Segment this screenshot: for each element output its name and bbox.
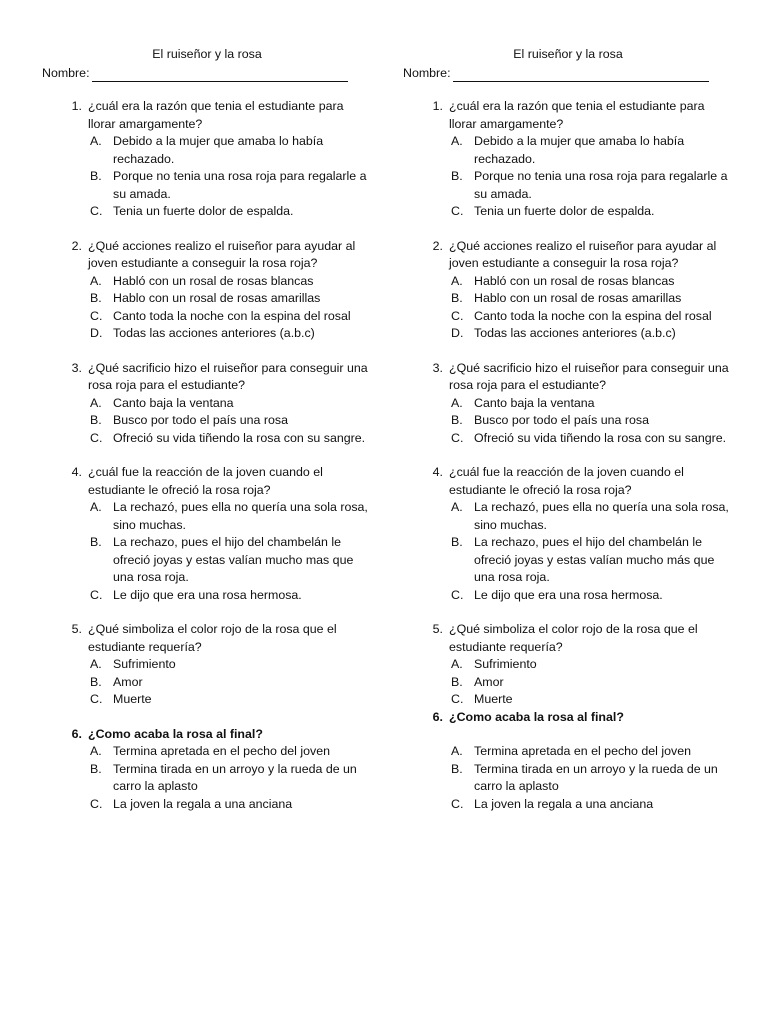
question-text: ¿cuál fue la reacción de la joven cuando el estudiante le ofreció la rosa roja? (449, 465, 684, 497)
option-text: Sufrimiento (474, 657, 537, 671)
option-text: Tenia un fuerte dolor de espalda. (113, 204, 294, 218)
option-c (88, 587, 372, 605)
option-text: Habló con un rosal de rosas blancas (113, 273, 314, 288)
option-c (449, 691, 733, 709)
worksheet-title: El ruiseñor y la rosa (513, 47, 623, 61)
option-d (88, 325, 372, 343)
option-text: Ofreció su vida tiñendo la rosa con su sangre. (113, 430, 366, 445)
question-number: 6. (432, 709, 443, 724)
worksheet-right (403, 46, 733, 830)
question-number: 1. (71, 99, 82, 113)
option-a (88, 656, 372, 674)
option-text: La rechazó, pues ella no quería una sola rosa, sino muchas. (113, 500, 368, 532)
options-list (449, 656, 733, 709)
option-letter: B. (451, 535, 463, 549)
option-text: Muerte (113, 692, 152, 706)
options-list (449, 133, 733, 221)
option-letter: C. (451, 308, 464, 323)
question-number: 4. (71, 465, 82, 479)
question-number: 2. (71, 238, 82, 253)
question-number: 6. (71, 726, 82, 741)
option-letter: B. (90, 169, 102, 183)
option-text: Todas las acciones anteriores (a.b.c) (474, 326, 676, 340)
option-b (449, 412, 733, 430)
option-letter: B. (451, 761, 463, 776)
question-text: ¿cuál era la razón que tenia el estudiante para llorar amargamente? (88, 99, 344, 131)
option-letter: C. (90, 692, 103, 706)
question-6 (42, 726, 372, 814)
option-c (88, 203, 372, 221)
option-letter: B. (451, 413, 463, 427)
option-letter: C. (451, 692, 464, 706)
option-letter: B. (451, 169, 463, 183)
option-letter: A. (451, 500, 463, 514)
question-number: 5. (432, 622, 443, 636)
option-letter: C. (90, 204, 103, 218)
worksheet-title: El ruiseñor y la rosa (152, 47, 262, 61)
option-c (88, 691, 372, 709)
options-list (88, 499, 372, 604)
option-letter: B. (451, 674, 463, 689)
option-text: Porque no tenia una rosa roja para regalarle a su amada. (113, 169, 367, 201)
option-letter: A. (451, 744, 463, 758)
option-a (449, 743, 733, 761)
option-a (88, 395, 372, 413)
option-text: Debido a la mujer que amaba lo había rechazado. (474, 134, 685, 166)
option-a (449, 499, 733, 534)
option-text: Canto toda la noche con la espina del rosal (113, 308, 351, 323)
option-text: La rechazo, pues el hijo del chambelán le ofreció joyas y estas valían mucho mas que una rosa roja. (113, 535, 354, 584)
option-letter: B. (90, 761, 102, 776)
option-a (88, 133, 372, 168)
options-list (88, 273, 372, 343)
options-list (449, 273, 733, 343)
option-c (88, 308, 372, 326)
option-letter: C. (90, 796, 103, 811)
option-text: Amor (113, 674, 143, 689)
question-6 (403, 709, 733, 814)
option-letter: A. (451, 395, 463, 410)
option-b (449, 168, 733, 203)
option-c (88, 430, 372, 448)
name-row (42, 64, 372, 82)
option-b (449, 761, 733, 796)
option-text: Porque no tenia una rosa roja para regalarle a su amada. (474, 169, 728, 201)
worksheet-left (42, 46, 372, 830)
question-number: 3. (71, 360, 82, 375)
option-letter: C. (451, 587, 464, 602)
question-text: ¿Como acaba la rosa al final? (449, 709, 624, 724)
option-letter: A. (451, 657, 463, 671)
name-row (403, 64, 733, 82)
option-text: Todas las acciones anteriores (a.b.c) (113, 326, 315, 340)
question-number: 4. (432, 465, 443, 479)
option-letter: A. (90, 657, 102, 671)
question-text: ¿cuál fue la reacción de la joven cuando el estudiante le ofreció la rosa roja? (88, 465, 323, 497)
question-4 (42, 464, 372, 604)
question-number: 2. (432, 238, 443, 253)
option-text: Termina tirada en un arroyo y la rueda de un carro la aplasto (113, 761, 357, 793)
option-letter: B. (451, 291, 463, 305)
option-c (449, 203, 733, 221)
option-text: Muerte (474, 692, 513, 706)
options-list (449, 395, 733, 448)
option-text: Busco por todo el país una rosa (474, 413, 649, 427)
option-text: La rechazó, pues ella no quería una sola rosa, sino muchas. (474, 500, 729, 532)
question-text: ¿Qué simboliza el color rojo de la rosa que el estudiante requería? (88, 622, 337, 654)
option-c (449, 796, 733, 814)
option-letter: C. (451, 430, 464, 445)
question-text: ¿Qué acciones realizo el ruiseñor para ayudar al joven estudiante a conseguir la rosa roja? (449, 238, 717, 270)
option-text: Termina apretada en el pecho del joven (113, 744, 330, 758)
question-text: ¿Qué acciones realizo el ruiseñor para ayudar al joven estudiante a conseguir la rosa roja? (88, 238, 356, 270)
option-letter: A. (451, 134, 463, 148)
option-a (449, 656, 733, 674)
option-c (88, 796, 372, 814)
option-text: La joven la regala a una anciana (113, 796, 293, 811)
question-3 (403, 360, 733, 448)
option-text: Amor (474, 674, 504, 689)
options-list (88, 656, 372, 709)
question-2 (403, 238, 733, 343)
question-number: 3. (432, 360, 443, 375)
option-a (449, 273, 733, 291)
option-letter: D. (451, 326, 464, 340)
option-a (88, 273, 372, 291)
option-b (88, 412, 372, 430)
name-line (453, 69, 709, 82)
option-letter: A. (90, 395, 102, 410)
option-text: La joven la regala a una anciana (474, 796, 654, 811)
question-text: ¿cuál era la razón que tenia el estudiante para llorar amargamente? (449, 99, 705, 131)
option-text: Habló con un rosal de rosas blancas (474, 273, 675, 288)
option-b (449, 290, 733, 308)
question-number: 5. (71, 622, 82, 636)
option-a (449, 133, 733, 168)
option-text: Ofreció su vida tiñendo la rosa con su sangre. (474, 430, 727, 445)
option-text: Canto baja la ventana (474, 395, 595, 410)
option-letter: B. (90, 535, 102, 549)
option-text: Hablo con un rosal de rosas amarillas (474, 291, 682, 305)
options-list (88, 743, 372, 813)
option-b (88, 168, 372, 203)
option-text: Debido a la mujer que amaba lo había rechazado. (113, 134, 324, 166)
options-list (449, 743, 733, 813)
option-a (449, 395, 733, 413)
option-b (88, 674, 372, 692)
option-letter: C. (451, 796, 464, 811)
option-text: Busco por todo el país una rosa (113, 413, 288, 427)
question-5 (42, 621, 372, 709)
question-3 (42, 360, 372, 448)
option-letter: B. (90, 413, 102, 427)
question-1 (403, 98, 733, 221)
option-letter: B. (90, 291, 102, 305)
option-letter: A. (90, 744, 102, 758)
option-text: Canto toda la noche con la espina del rosal (474, 308, 712, 323)
option-b (449, 534, 733, 587)
question-text: ¿Qué sacrificio hizo el ruiseñor para conseguir una rosa roja para el estudiante? (88, 360, 368, 392)
option-text: Hablo con un rosal de rosas amarillas (113, 291, 321, 305)
option-c (449, 430, 733, 448)
option-b (88, 534, 372, 587)
option-text: La rechazo, pues el hijo del chambelán le ofreció joyas y estas valían mucho más que una rosa roja. (474, 535, 715, 584)
option-c (449, 587, 733, 605)
option-d (449, 325, 733, 343)
option-b (449, 674, 733, 692)
options-list (449, 499, 733, 604)
option-text: Sufrimiento (113, 657, 176, 671)
option-letter: D. (90, 326, 103, 340)
option-c (449, 308, 733, 326)
option-text: Tenia un fuerte dolor de espalda. (474, 204, 655, 218)
option-letter: C. (451, 204, 464, 218)
question-2 (42, 238, 372, 343)
option-b (88, 290, 372, 308)
option-text: Le dijo que era una rosa hermosa. (474, 587, 663, 602)
question-text: ¿Qué simboliza el color rojo de la rosa que el estudiante requería? (449, 622, 698, 654)
options-list (88, 395, 372, 448)
option-letter: A. (451, 273, 463, 288)
question-5 (403, 621, 733, 709)
option-b (88, 761, 372, 796)
option-text: Termina tirada en un arroyo y la rueda de un carro la aplasto (474, 761, 718, 793)
option-letter: A. (90, 134, 102, 148)
option-a (88, 499, 372, 534)
option-letter: C. (90, 430, 103, 445)
question-4 (403, 464, 733, 604)
option-letter: C. (90, 308, 103, 323)
question-text: ¿Como acaba la rosa al final? (88, 726, 263, 741)
options-list (88, 133, 372, 221)
name-line (92, 69, 348, 82)
question-text: ¿Qué sacrificio hizo el ruiseñor para conseguir una rosa roja para el estudiante? (449, 360, 729, 392)
question-number: 1. (432, 99, 443, 113)
option-a (88, 743, 372, 761)
option-letter: B. (90, 674, 102, 689)
option-text: Canto baja la ventana (113, 395, 234, 410)
option-letter: A. (90, 273, 102, 288)
option-letter: C. (90, 587, 103, 602)
question-1 (42, 98, 372, 221)
option-letter: A. (90, 500, 102, 514)
option-text: Le dijo que era una rosa hermosa. (113, 587, 302, 602)
name-label: Nombre: (403, 65, 451, 80)
option-text: Termina apretada en el pecho del joven (474, 744, 691, 758)
name-label: Nombre: (42, 65, 90, 80)
